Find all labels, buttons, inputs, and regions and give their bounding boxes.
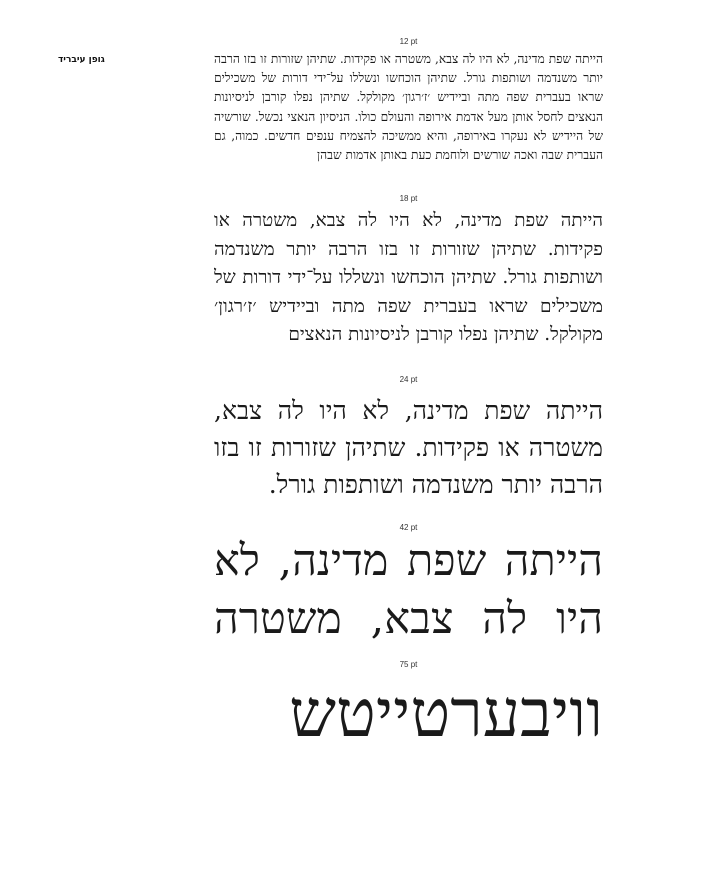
size-label-24pt: 24 pt xyxy=(399,375,418,384)
size-label-75pt: 75 pt xyxy=(399,660,418,669)
size-label-42pt: 42 pt xyxy=(399,523,418,532)
size-label-12pt: 12 pt xyxy=(399,37,418,46)
sample-text-75pt: וויבערטייטש xyxy=(289,675,603,752)
sample-text-12pt: הייתה שפת מדינה, לא היו לה צבא, משטרה או פקידות. שתיהן שזורות זו בזו הרבה יותר משנדמה ושותפות גורל. שתיהן הוכחשו ונשללו על־ידי דורות של משכילים שראו בעברית שפה מתה וביידיש ׳ז׳רגון׳ מקולקל. שתיהן נפלו קורבן לניסיונות הנאצים לחסל אותן מעל אדמת אירופה והעולם כולו. הניסיון הנאצי נכשל. שורשיה של היידיש לא נעקרו באירופה, והיא ממשיכה להצמיח ענפים חדשים. כמוה, גם העברית שבה ואכה שורשים ולוחמת כעת באותן אדמות שבהן xyxy=(214,52,603,163)
size-label-18pt: 18 pt xyxy=(399,194,418,203)
sample-text-18pt: הייתה שפת מדינה, לא היו לה צבא, משטרה או פקידות. שתיהן שזורות זו בזו הרבה יותר משנדמה ושותפות גורל. שתיהן הוכחשו ונשללו על־ידי דורות של משכילים שראו בעברית שפה מתה וביידיש ׳ז׳רגון׳ מקולקל. שתיהן נפלו קורבן לניסיונות הנאצים xyxy=(214,210,603,345)
font-name-label: גופן עיבריד xyxy=(58,55,105,65)
sample-text-42pt: הייתה שפת מדינה, לא היו לה צבא, משטרה xyxy=(214,536,603,644)
sample-text-24pt: הייתה שפת מדינה, לא היו לה צבא, משטרה או פקידות. שתיהן שזורות זו בזו הרבה יותר משנדמה ושותפות גורל. xyxy=(214,396,603,499)
